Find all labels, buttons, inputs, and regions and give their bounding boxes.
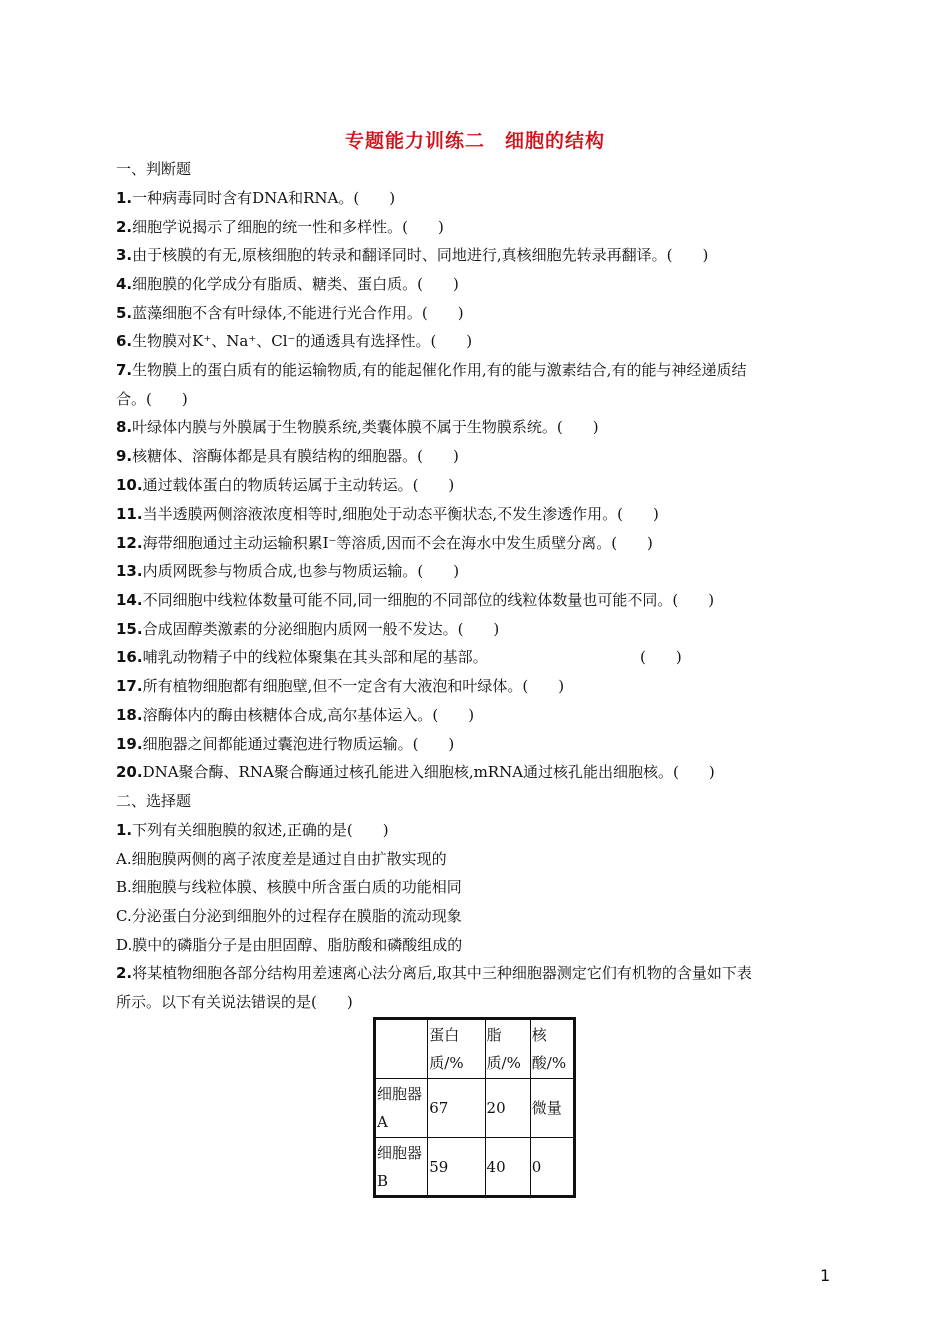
section-heading-true-false: 一、判断题 bbox=[116, 160, 192, 178]
tf-question-6 bbox=[116, 331, 472, 351]
table-header-cell: 核酸/% bbox=[530, 1019, 574, 1079]
tf-question-16-answer-bracket: ( ) bbox=[640, 648, 682, 666]
table-header-cell: 脂质/% bbox=[485, 1019, 530, 1079]
mc-option-d: D.膜中的磷脂分子是由胆固醇、脂肪酸和磷酸组成的 bbox=[116, 936, 463, 954]
question-number: 20. bbox=[116, 763, 143, 781]
tf-question-8 bbox=[116, 417, 599, 437]
question-number: 15. bbox=[116, 620, 143, 638]
question-number: 12. bbox=[116, 534, 143, 552]
table-header-row bbox=[375, 1019, 575, 1079]
question-number: 9. bbox=[116, 447, 133, 465]
tf-question-10 bbox=[116, 475, 454, 495]
question-text: 细胞器之间都能通过囊泡进行物质运输。( ) bbox=[142, 735, 455, 753]
question-number: 2. bbox=[116, 218, 133, 236]
question-text: 哺乳动物精子中的线粒体聚集在其头部和尾的基部。 bbox=[142, 648, 488, 666]
question-text: 海带细胞通过主动运输积累I⁻等溶质,因而不会在海水中发生质壁分离。( ) bbox=[142, 534, 653, 552]
table-cell: 细胞器B bbox=[375, 1138, 428, 1197]
section-heading-multiple-choice: 二、选择题 bbox=[116, 792, 192, 810]
page-title: 专题能力训练二 细胞的结构 bbox=[344, 130, 605, 152]
tf-question-9 bbox=[116, 446, 459, 466]
tf-question-20 bbox=[116, 762, 715, 782]
question-number: 8. bbox=[116, 418, 133, 436]
question-text: 所有植物细胞都有细胞壁,但不一定含有大液泡和叶绿体。( ) bbox=[142, 677, 565, 695]
question-number: 2. bbox=[116, 964, 133, 982]
mc-question-2-stem bbox=[116, 963, 752, 983]
mc-option-a: A.细胞膜两侧的离子浓度差是通过自由扩散实现的 bbox=[116, 850, 447, 868]
mc-option-c: C.分泌蛋白分泌到细胞外的过程存在膜脂的流动现象 bbox=[116, 907, 462, 925]
table-cell: 0 bbox=[530, 1138, 574, 1197]
question-text: 通过载体蛋白的物质转运属于主动转运。( ) bbox=[142, 476, 455, 494]
question-text: 叶绿体内膜与外膜属于生物膜系统,类囊体膜不属于生物膜系统。( ) bbox=[132, 418, 599, 436]
question-text: 核糖体、溶酶体都是具有膜结构的细胞器。( ) bbox=[132, 447, 459, 465]
tf-question-5 bbox=[116, 303, 464, 323]
mc-question-2-stem-continued: 所示。以下有关说法错误的是( ) bbox=[116, 993, 353, 1011]
tf-question-15 bbox=[116, 619, 499, 639]
question-number: 3. bbox=[116, 246, 133, 264]
question-text: 不同细胞中线粒体数量可能不同,同一细胞的不同部位的线粒体数量也可能不同。( ) bbox=[142, 591, 715, 609]
question-text: 溶酶体内的酶由核糖体合成,高尔基体运入。( ) bbox=[142, 706, 475, 724]
tf-question-1 bbox=[116, 188, 395, 208]
question-number: 17. bbox=[116, 677, 143, 695]
question-number: 10. bbox=[116, 476, 143, 494]
table-cell: 59 bbox=[428, 1138, 485, 1197]
tf-question-18 bbox=[116, 705, 474, 725]
question-number: 19. bbox=[116, 735, 143, 753]
tf-question-12 bbox=[116, 533, 653, 553]
tf-question-3 bbox=[116, 245, 708, 265]
question-number: 16. bbox=[116, 648, 143, 666]
question-number: 1. bbox=[116, 189, 133, 207]
tf-question-7-continued: 合。( ) bbox=[116, 390, 188, 408]
question-number: 6. bbox=[116, 332, 133, 350]
organelle-composition-table bbox=[373, 1017, 576, 1198]
tf-question-19 bbox=[116, 734, 454, 754]
question-number: 14. bbox=[116, 591, 143, 609]
mc-option-b: B.细胞膜与线粒体膜、核膜中所含蛋白质的功能相同 bbox=[116, 878, 462, 896]
question-text: 将某植物细胞各部分结构用差速离心法分离后,取其中三种细胞器测定它们有机物的含量如下表 bbox=[132, 964, 752, 982]
table-header-cell bbox=[375, 1019, 428, 1079]
question-text: 一种病毒同时含有DNA和RNA。( ) bbox=[132, 189, 396, 207]
question-text: DNA聚合酶、RNA聚合酶通过核孔能进入细胞核,mRNA通过核孔能出细胞核。( ) bbox=[142, 763, 715, 781]
tf-question-13 bbox=[116, 561, 459, 581]
tf-question-4 bbox=[116, 274, 459, 294]
table-cell: 微量 bbox=[530, 1079, 574, 1138]
question-text: 生物膜对K⁺、Na⁺、Cl⁻的通透具有选择性。( ) bbox=[132, 332, 473, 350]
question-number: 18. bbox=[116, 706, 143, 724]
table-header-cell: 蛋白质/% bbox=[428, 1019, 485, 1079]
question-text: 生物膜上的蛋白质有的能运输物质,有的能起催化作用,有的能与激素结合,有的能与神经递质结 bbox=[132, 361, 747, 379]
mc-question-1-stem bbox=[116, 820, 389, 840]
question-number: 7. bbox=[116, 361, 133, 379]
page-number: 1 bbox=[820, 1266, 831, 1285]
question-text: 下列有关细胞膜的叙述,正确的是( ) bbox=[132, 821, 389, 839]
tf-question-17 bbox=[116, 676, 564, 696]
question-text: 细胞学说揭示了细胞的统一性和多样性。( ) bbox=[132, 218, 444, 236]
question-text: 由于核膜的有无,原核细胞的转录和翻译同时、同地进行,真核细胞先转录再翻译。( ) bbox=[132, 246, 709, 264]
table-cell: 40 bbox=[485, 1138, 530, 1197]
question-number: 11. bbox=[116, 505, 143, 523]
table-row bbox=[375, 1079, 575, 1138]
tf-question-14 bbox=[116, 590, 714, 610]
question-number: 1. bbox=[116, 821, 133, 839]
question-text: 细胞膜的化学成分有脂质、糖类、蛋白质。( ) bbox=[132, 275, 459, 293]
question-number: 13. bbox=[116, 562, 143, 580]
tf-question-2 bbox=[116, 217, 444, 237]
question-text: 当半透膜两侧溶液浓度相等时,细胞处于动态平衡状态,不发生渗透作用。( ) bbox=[142, 505, 659, 523]
table-cell: 细胞器A bbox=[375, 1079, 428, 1138]
question-number: 5. bbox=[116, 304, 133, 322]
question-text: 内质网既参与物质合成,也参与物质运输。( ) bbox=[142, 562, 460, 580]
table-cell: 67 bbox=[428, 1079, 485, 1138]
tf-question-16 bbox=[116, 647, 488, 667]
table-cell: 20 bbox=[485, 1079, 530, 1138]
table-row bbox=[375, 1138, 575, 1197]
question-text: 蓝藻细胞不含有叶绿体,不能进行光合作用。( ) bbox=[132, 304, 464, 322]
tf-question-7 bbox=[116, 360, 746, 380]
question-number: 4. bbox=[116, 275, 133, 293]
question-text: 合成固醇类激素的分泌细胞内质网一般不发达。( ) bbox=[142, 620, 500, 638]
tf-question-11 bbox=[116, 504, 659, 524]
